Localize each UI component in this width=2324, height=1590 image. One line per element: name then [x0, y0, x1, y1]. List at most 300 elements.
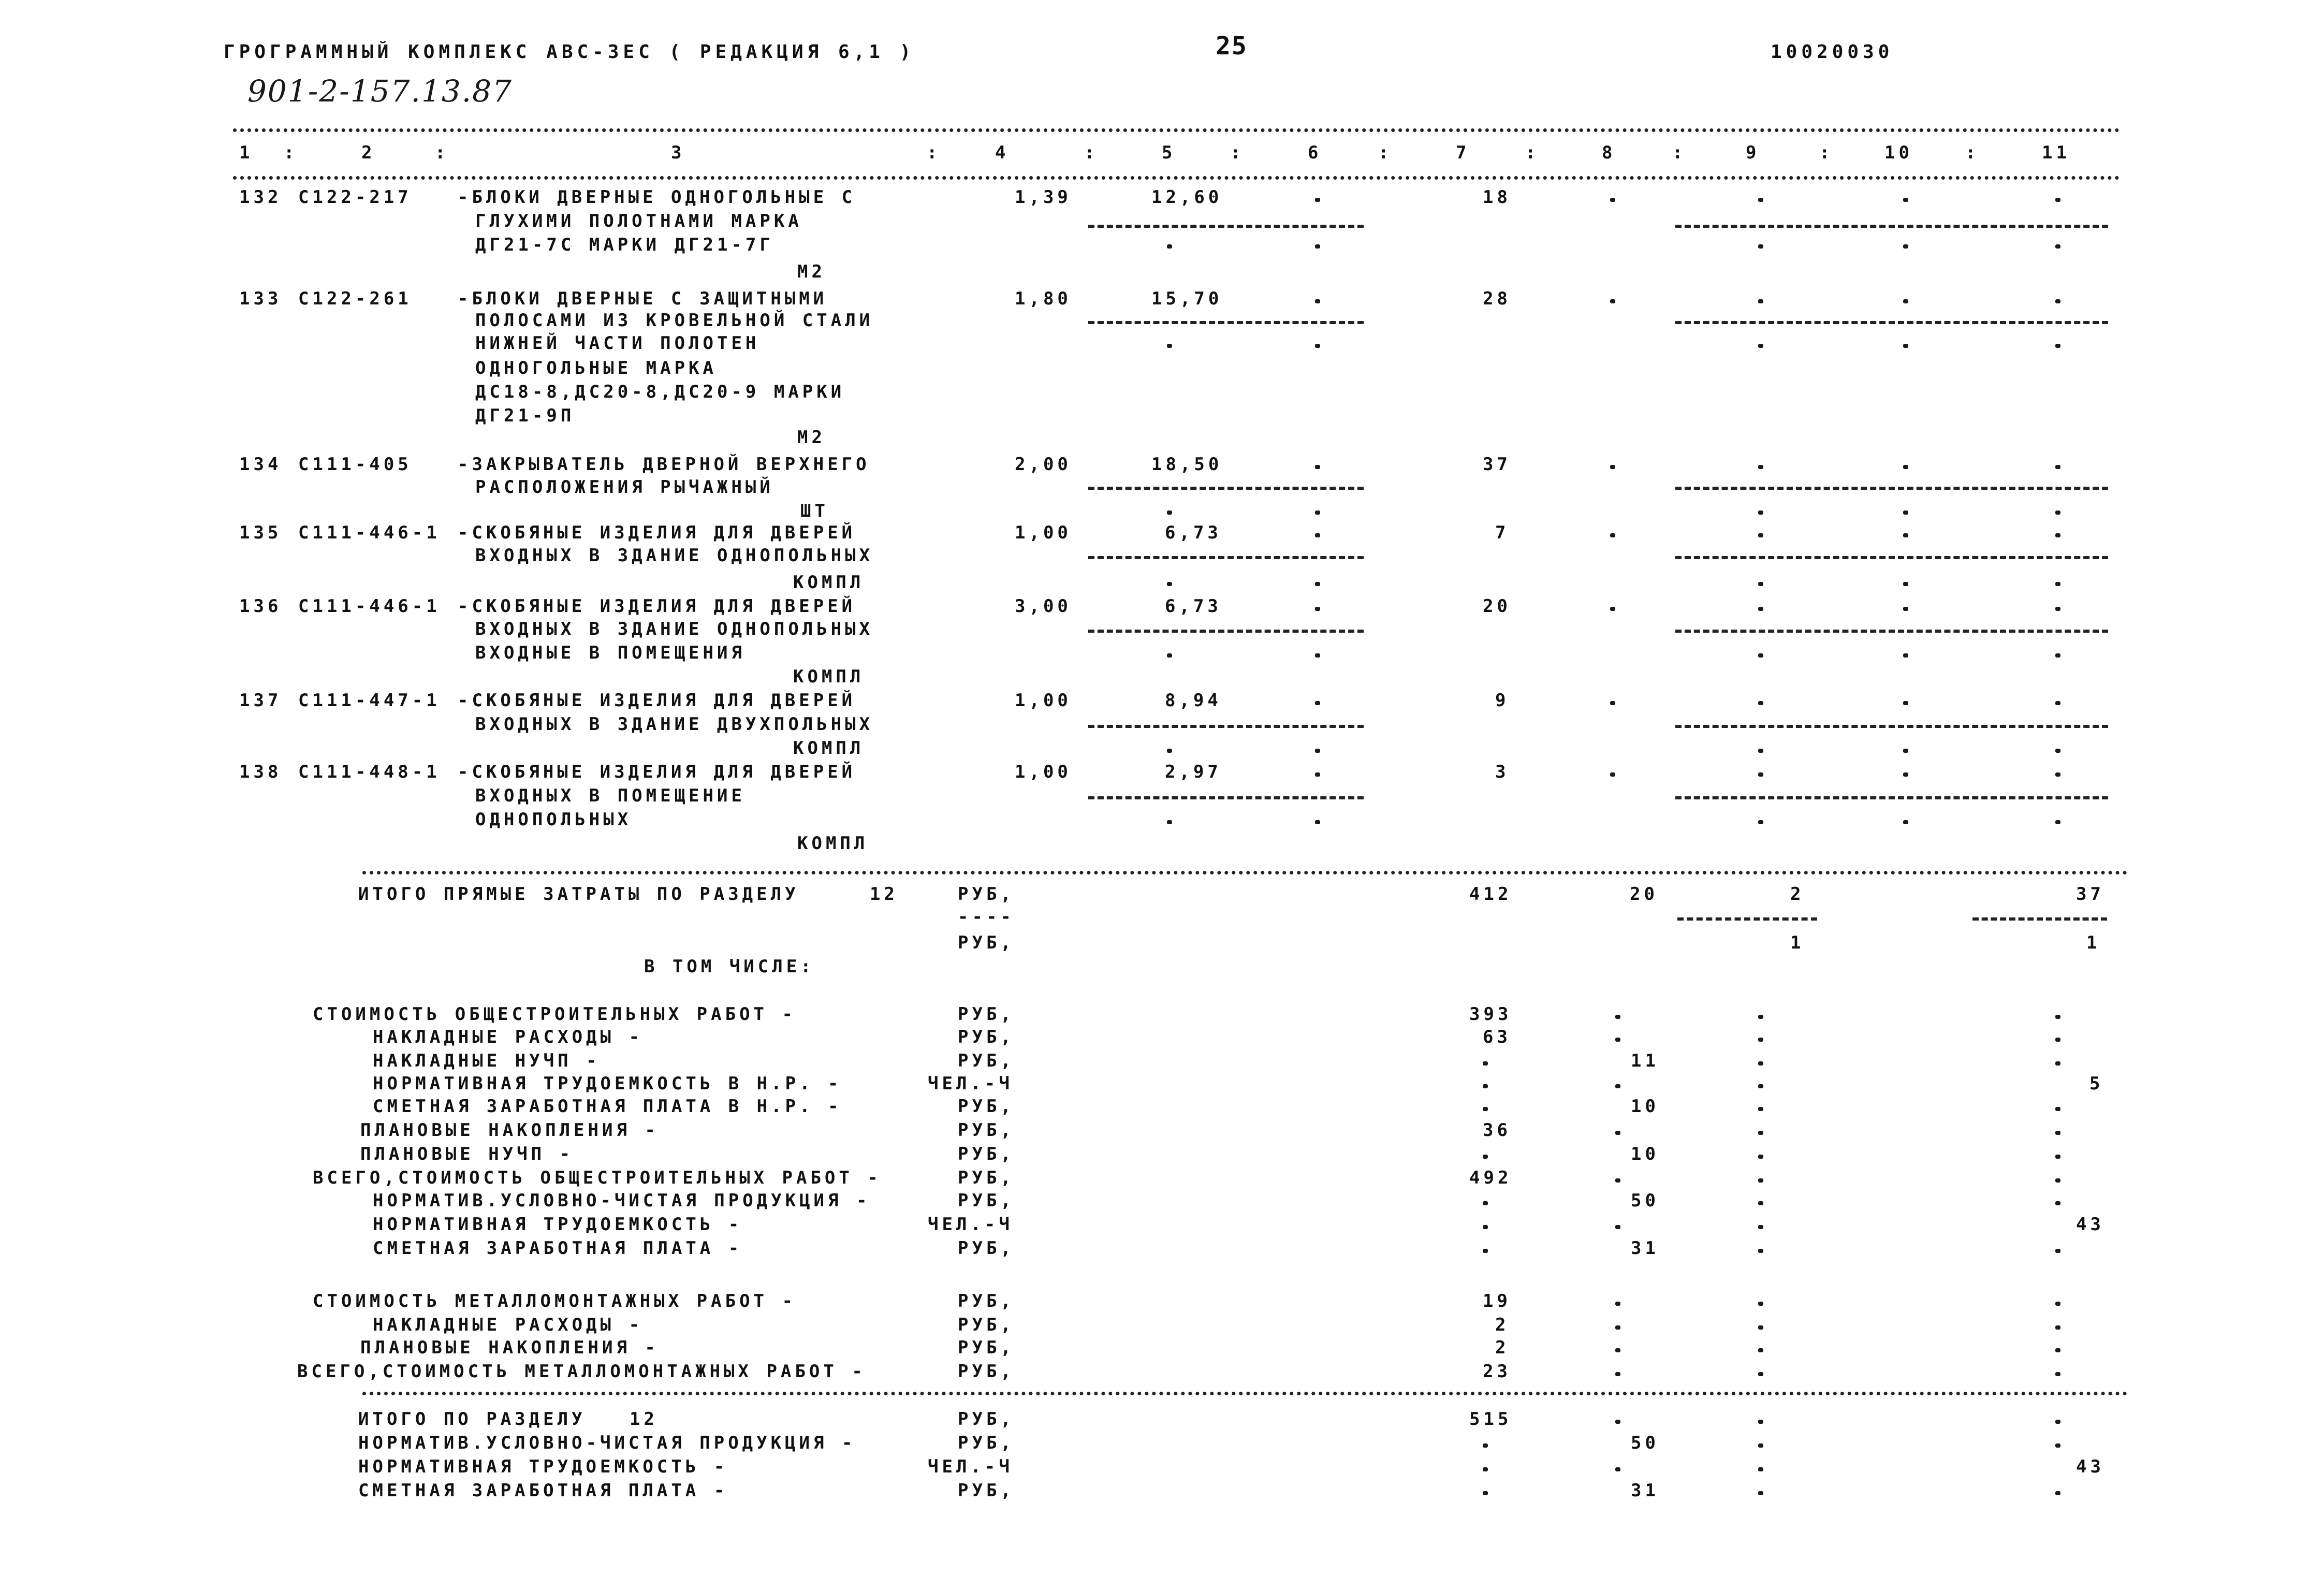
summary-unit: РУБ,	[958, 1433, 1015, 1453]
item-description-line: -СКОБЯНЫЕ ИЗДЕЛИЯ ДЛЯ ДВЕРЕЙ	[458, 762, 856, 782]
blank-value-dash	[1903, 510, 1908, 515]
blank-value-dash	[2055, 344, 2060, 348]
item-unit-price: 6,73	[1165, 522, 1222, 543]
blank-value-dash	[1903, 749, 1908, 753]
item-total: 9	[1495, 690, 1510, 711]
blank-value-dash	[1758, 607, 1763, 611]
summary-unit: РУБ,	[958, 1168, 1015, 1188]
summary-label: НАКЛАДНЫЕ РАСХОДЫ -	[373, 1027, 643, 1047]
col-8: 8	[1602, 142, 1616, 163]
col-7: 7	[1456, 142, 1470, 163]
item-number: 132	[239, 187, 282, 208]
section-number: 12	[630, 1409, 658, 1429]
item-quantity: 1,80	[1015, 288, 1072, 309]
item-total: 28	[1483, 288, 1511, 309]
row-rule	[1088, 630, 1364, 633]
item-quantity: 1,00	[1015, 522, 1072, 543]
blank-value-dash	[1903, 820, 1908, 824]
blank-value-dash	[1758, 1178, 1763, 1183]
summary-col8: 50	[1631, 1433, 1659, 1453]
blank-value-dash	[1758, 344, 1763, 348]
summary-unit: РУБ,	[958, 1315, 1015, 1335]
item-description-line: ВХОДНЫХ В ЗДАНИЕ ОДНОПОЛЬНЫХ	[475, 619, 874, 639]
row-rule	[1088, 796, 1364, 799]
blank-value-dash	[1758, 533, 1763, 537]
blank-value-dash	[1758, 244, 1763, 249]
blank-value-dash	[1315, 772, 1320, 777]
blank-value-dash	[1758, 1015, 1763, 1019]
handwritten-designation: 901-2-157.13.87	[247, 74, 513, 109]
document-code: 10020030	[1771, 41, 1894, 63]
col-separator: :	[1378, 142, 1393, 163]
item-total: 18	[1483, 187, 1511, 208]
summary-unit: РУБ,	[958, 1004, 1015, 1025]
summary-col8: 31	[1631, 1480, 1659, 1501]
item-total: 3	[1495, 762, 1510, 782]
item-unit: КОМПЛ	[793, 666, 865, 687]
summary-label: ПЛАНОВЫЕ НУЧП -	[360, 1144, 574, 1164]
blank-value-dash	[1315, 749, 1320, 753]
summary-unit: ЧЕЛ.-Ч	[928, 1214, 1013, 1235]
blank-value-dash	[1483, 1061, 1488, 1066]
blank-value-dash	[1610, 772, 1615, 777]
blank-value-dash	[2055, 1015, 2060, 1019]
summary-col7: 515	[1469, 1409, 1512, 1429]
summary-col8: 10	[1631, 1144, 1659, 1164]
blank-value-dash	[2055, 299, 2060, 303]
blank-value-dash	[1758, 1249, 1763, 1253]
col-separator: :	[1230, 142, 1245, 163]
row-rule	[1088, 321, 1364, 324]
blank-value-dash	[2055, 820, 2060, 824]
item-code: С122-217	[298, 187, 412, 208]
blank-value-dash	[1483, 1443, 1488, 1448]
item-description-line: -СКОБЯНЫЕ ИЗДЕЛИЯ ДЛЯ ДВЕРЕЙ	[458, 690, 856, 711]
col-separator: :	[1525, 142, 1540, 163]
blank-value-dash	[1315, 510, 1320, 515]
summary-unit: РУБ,	[958, 1027, 1015, 1047]
item-unit-price: 8,94	[1165, 690, 1222, 711]
blank-value-dash	[1610, 465, 1615, 469]
item-number: 134	[239, 454, 282, 475]
item-number: 135	[239, 522, 282, 543]
section-total-col11-b: 1	[2086, 932, 2101, 953]
summary-label: ПЛАНОВЫЕ НАКОПЛЕНИЯ -	[360, 1120, 659, 1141]
blank-value-dash	[1610, 701, 1615, 705]
item-quantity: 1,00	[1015, 762, 1072, 782]
blank-value-dash	[2055, 1131, 2060, 1135]
item-description-line: ДГ21-9П	[475, 405, 575, 426]
blank-value-dash	[1758, 1491, 1763, 1495]
item-number: 137	[239, 690, 282, 711]
summary-unit: РУБ,	[958, 1238, 1015, 1259]
blank-value-dash	[1483, 1249, 1488, 1253]
blank-value-dash	[2055, 510, 2060, 515]
blank-value-dash	[1903, 607, 1908, 611]
blank-value-dash	[1483, 1084, 1488, 1088]
col-11: 11	[2042, 142, 2070, 163]
blank-value-dash	[1758, 1084, 1763, 1088]
col-6: 6	[1308, 142, 1322, 163]
blank-value-dash	[1758, 820, 1763, 824]
summary-col11: 43	[2076, 1456, 2104, 1477]
row-rule	[1675, 630, 2108, 633]
blank-value-dash	[1903, 244, 1908, 249]
item-description-line: ВХОДНЫЕ В ПОМЕЩЕНИЯ	[475, 643, 746, 663]
blank-value-dash	[1315, 582, 1320, 586]
summary-col7: 393	[1469, 1004, 1512, 1025]
blank-value-dash	[1758, 1155, 1763, 1159]
item-unit: КОМПЛ	[793, 572, 865, 593]
summary-unit: ЧЕЛ.-Ч	[928, 1073, 1013, 1094]
blank-value-dash	[1758, 749, 1763, 753]
summary-unit: РУБ,	[958, 1337, 1015, 1358]
blank-value-dash	[1903, 465, 1908, 469]
blank-value-dash	[2055, 533, 2060, 537]
blank-value-dash	[2055, 1038, 2060, 1042]
blank-value-dash	[2055, 582, 2060, 586]
item-description-line: ДС18-8,ДС20-8,ДС20-9 МАРКИ	[475, 382, 845, 402]
row-rule	[1675, 796, 2108, 799]
section-total-col9: 2	[1790, 884, 1805, 905]
blank-value-dash	[1758, 1443, 1763, 1448]
blank-value-dash	[1483, 1201, 1488, 1205]
blank-value-dash	[1483, 1107, 1488, 1111]
item-code: С111-446-1	[298, 596, 441, 617]
blank-value-dash	[1483, 1225, 1488, 1229]
summary-unit: РУБ,	[958, 1120, 1015, 1141]
summary-col7: 492	[1469, 1168, 1512, 1188]
header-rule-top	[233, 128, 2120, 132]
blank-value-dash	[1615, 1302, 1620, 1306]
blank-value-dash	[1315, 533, 1320, 537]
item-description-line: ВХОДНЫХ В ПОМЕЩЕНИЕ	[475, 785, 746, 806]
blank-value-dash	[1483, 1155, 1488, 1159]
blank-value-dash	[1315, 653, 1320, 658]
page-number: 25	[1216, 32, 1248, 61]
item-unit: ШТ	[800, 501, 829, 521]
item-description-line: ДГ21-7С МАРКИ ДГ21-7Г	[475, 235, 774, 255]
row-rule	[1675, 725, 2108, 728]
summary-unit: РУБ,	[958, 1051, 1015, 1071]
item-description-line: -БЛОКИ ДВЕРНЫЕ С ЗАЩИТНЫМИ	[458, 288, 828, 309]
including-heading: В ТОМ ЧИСЛЕ:	[644, 956, 815, 977]
blank-value-dash	[1315, 607, 1320, 611]
col-1: 1	[239, 142, 254, 163]
section-rule	[362, 871, 2128, 874]
blank-value-dash	[1615, 1348, 1620, 1352]
blank-value-dash	[2055, 1201, 2060, 1205]
item-quantity: 3,00	[1015, 596, 1072, 617]
item-unit-price: 18,50	[1151, 454, 1223, 475]
blank-value-dash	[1167, 344, 1172, 348]
blank-value-dash	[1903, 701, 1908, 705]
blank-value-dash	[1903, 533, 1908, 537]
blank-value-dash	[1758, 582, 1763, 586]
blank-value-dash	[1758, 198, 1763, 202]
blank-value-dash	[1758, 1372, 1763, 1376]
item-unit-price: 15,70	[1151, 288, 1223, 309]
col-separator: :	[284, 142, 298, 163]
summary-col8: 31	[1631, 1238, 1659, 1259]
blank-value-dash	[1903, 582, 1908, 586]
col-9: 9	[1746, 142, 1760, 163]
item-description-line: -ЗАКРЫВАТЕЛЬ ДВЕРНОЙ ВЕРХНЕГО	[458, 454, 870, 475]
blank-value-dash	[1615, 1131, 1620, 1135]
blank-value-dash	[1315, 820, 1320, 824]
item-quantity: 1,39	[1015, 187, 1072, 208]
row-rule	[1675, 556, 2108, 559]
col-separator: :	[435, 142, 449, 163]
blank-value-dash	[2055, 198, 2060, 202]
item-number: 133	[239, 288, 282, 309]
item-quantity: 1,00	[1015, 690, 1072, 711]
summary-label: НОРМАТИВНАЯ ТРУДОЕМКОСТЬ -	[358, 1456, 728, 1477]
blank-value-dash	[1615, 1467, 1620, 1471]
item-unit: М2	[797, 261, 826, 282]
blank-value-dash	[1758, 1325, 1763, 1330]
blank-value-dash	[1758, 772, 1763, 777]
blank-value-dash	[2055, 1348, 2060, 1352]
section-total-col7: 412	[1469, 884, 1512, 905]
item-description-line: -СКОБЯНЫЕ ИЗДЕЛИЯ ДЛЯ ДВЕРЕЙ	[458, 596, 856, 617]
summary-unit: РУБ,	[958, 1409, 1015, 1429]
summary-label: НАКЛАДНЫЕ РАСХОДЫ -	[373, 1315, 643, 1335]
blank-value-dash	[1758, 1467, 1763, 1471]
row-rule	[1675, 487, 2108, 490]
row-rule	[1675, 321, 2108, 324]
blank-value-dash	[1758, 1348, 1763, 1352]
col-separator: :	[1965, 142, 1980, 163]
item-description-line: ВХОДНЫХ В ЗДАНИЕ ДВУХПОЛЬНЫХ	[475, 714, 874, 735]
summary-label: ИТОГО ПО РАЗДЕЛУ	[358, 1409, 586, 1429]
blank-value-dash	[2055, 1178, 2060, 1183]
item-code: С111-448-1	[298, 762, 441, 782]
col-separator: :	[1084, 142, 1099, 163]
blank-value-dash	[1315, 198, 1320, 202]
blank-value-dash	[2055, 465, 2060, 469]
item-unit: М2	[797, 427, 826, 448]
item-total: 20	[1483, 596, 1511, 617]
blank-value-dash	[1903, 299, 1908, 303]
summary-unit: РУБ,	[958, 1190, 1015, 1211]
blank-value-dash	[2055, 1249, 2060, 1253]
item-description-line: НИЖНЕЙ ЧАСТИ ПОЛОТЕН	[475, 333, 760, 354]
blank-value-dash	[1315, 299, 1320, 303]
blank-value-dash	[1615, 1372, 1620, 1376]
blank-value-dash	[1483, 1491, 1488, 1495]
item-number: 138	[239, 762, 282, 782]
section-number: 12	[870, 884, 898, 905]
item-description-line: ВХОДНЫХ В ЗДАНИЕ ОДНОПОЛЬНЫХ	[475, 545, 874, 566]
summary-col8: 11	[1631, 1051, 1659, 1071]
col-separator: :	[927, 142, 941, 163]
item-description-line: -СКОБЯНЫЕ ИЗДЕЛИЯ ДЛЯ ДВЕРЕЙ	[458, 522, 856, 543]
item-code: С111-405	[298, 454, 412, 475]
blank-value-dash	[1758, 701, 1763, 705]
blank-value-dash	[2055, 1491, 2060, 1495]
summary-col7: 2	[1495, 1315, 1510, 1335]
summary-label: НОРМАТИВ.УСЛОВНО-ЧИСТАЯ ПРОДУКЦИЯ -	[373, 1190, 871, 1211]
section-rule	[362, 1392, 2128, 1395]
blank-value-dash	[1167, 749, 1172, 753]
section-total-unit: РУБ,	[958, 884, 1015, 905]
summary-label: НОРМАТИВНАЯ ТРУДОЕМКОСТЬ -	[373, 1214, 743, 1235]
row-rule	[1677, 917, 1817, 921]
blank-value-dash	[2055, 1372, 2060, 1376]
blank-value-dash	[1758, 1107, 1763, 1111]
blank-value-dash	[2055, 653, 2060, 658]
blank-value-dash	[1758, 465, 1763, 469]
summary-label: СМЕТНАЯ ЗАРАБОТНАЯ ПЛАТА В Н.Р. -	[373, 1096, 842, 1117]
program-header: ГРОГРАММНЫЙ КОМПЛЕКС АВС-ЗЕС ( РЕДАКЦИЯ 6,1 )	[224, 41, 915, 63]
blank-value-dash	[2055, 701, 2060, 705]
item-description-line: ГЛУХИМИ ПОЛОТНАМИ МАРКА	[475, 211, 802, 231]
summary-col7: 36	[1483, 1120, 1511, 1141]
summary-label: СМЕТНАЯ ЗАРАБОТНАЯ ПЛАТА -	[373, 1238, 743, 1259]
blank-value-dash	[1315, 701, 1320, 705]
header-rule-bottom	[233, 176, 2120, 180]
blank-value-dash	[1615, 1178, 1620, 1183]
blank-value-dash	[1167, 510, 1172, 515]
summary-label: ПЛАНОВЫЕ НАКОПЛЕНИЯ -	[360, 1337, 659, 1358]
summary-col7: 63	[1483, 1027, 1511, 1047]
blank-value-dash	[2055, 607, 2060, 611]
blank-value-dash	[2055, 1420, 2060, 1424]
blank-value-dash	[1615, 1420, 1620, 1424]
row-rule	[1088, 225, 1364, 228]
summary-unit: РУБ,	[958, 1291, 1015, 1311]
item-total: 37	[1483, 454, 1511, 475]
summary-unit: РУБ,	[958, 1096, 1015, 1117]
blank-value-dash	[1758, 1225, 1763, 1229]
blank-value-dash	[1903, 344, 1908, 348]
row-rule	[1088, 556, 1364, 559]
blank-value-dash	[1758, 1420, 1763, 1424]
blank-value-dash	[1167, 820, 1172, 824]
col-4: 4	[995, 142, 1010, 163]
blank-value-dash	[2055, 1155, 2060, 1159]
summary-unit: РУБ,	[958, 1144, 1015, 1164]
col-3: 3	[671, 142, 685, 163]
blank-value-dash	[1903, 198, 1908, 202]
item-unit-price: 6,73	[1165, 596, 1222, 617]
row-rule	[1675, 225, 2108, 228]
summary-col7: 23	[1483, 1361, 1511, 1382]
unit-underline: ----	[958, 907, 1015, 927]
summary-label: СМЕТНАЯ ЗАРАБОТНАЯ ПЛАТА -	[358, 1480, 728, 1501]
summary-label: НОРМАТИВНАЯ ТРУДОЕМКОСТЬ В Н.Р. -	[373, 1073, 842, 1094]
section-total-unit-2: РУБ,	[958, 932, 1015, 953]
blank-value-dash	[2055, 1107, 2060, 1111]
blank-value-dash	[1610, 607, 1615, 611]
item-description-line: ОДНОГОЛЬНЫЕ МАРКА	[475, 358, 717, 378]
item-number: 136	[239, 596, 282, 617]
item-code: С111-447-1	[298, 690, 441, 711]
section-total-label: ИТОГО ПРЯМЫЕ ЗАТРАТЫ ПО РАЗДЕЛУ	[358, 884, 799, 905]
item-code: С111-446-1	[298, 522, 441, 543]
summary-unit: РУБ,	[958, 1480, 1015, 1501]
blank-value-dash	[2055, 1061, 2060, 1066]
blank-value-dash	[1615, 1015, 1620, 1019]
blank-value-dash	[2055, 1302, 2060, 1306]
summary-label: ВСЕГО,СТОИМОСТЬ ОБЩЕСТРОИТЕЛЬНЫХ РАБОТ -	[313, 1168, 882, 1188]
item-description-line: ПОЛОСАМИ ИЗ КРОВЕЛЬНОЙ СТАЛИ	[475, 310, 874, 331]
section-total-col11: 37	[2076, 884, 2104, 905]
summary-label: НОРМАТИВ.УСЛОВНО-ЧИСТАЯ ПРОДУКЦИЯ -	[358, 1433, 856, 1453]
row-rule	[1972, 917, 2107, 921]
blank-value-dash	[1610, 299, 1615, 303]
summary-label: СТОИМОСТЬ МЕТАЛЛОМОНТАЖНЫХ РАБОТ -	[313, 1291, 796, 1311]
blank-value-dash	[1758, 1302, 1763, 1306]
blank-value-dash	[1615, 1084, 1620, 1088]
blank-value-dash	[1483, 1467, 1488, 1471]
summary-col11: 5	[2089, 1073, 2104, 1094]
summary-unit: РУБ,	[958, 1361, 1015, 1382]
summary-col8: 50	[1631, 1190, 1659, 1211]
col-separator: :	[1672, 142, 1687, 163]
col-2: 2	[361, 142, 376, 163]
blank-value-dash	[1758, 653, 1763, 658]
item-description-line: ОДНОПОЛЬНЫХ	[475, 809, 632, 830]
summary-col7: 2	[1495, 1337, 1510, 1358]
blank-value-dash	[1610, 198, 1615, 202]
blank-value-dash	[1315, 344, 1320, 348]
blank-value-dash	[2055, 1443, 2060, 1448]
blank-value-dash	[1903, 653, 1908, 658]
blank-value-dash	[1758, 299, 1763, 303]
blank-value-dash	[2055, 749, 2060, 753]
blank-value-dash	[1615, 1325, 1620, 1330]
summary-unit: ЧЕЛ.-Ч	[928, 1456, 1013, 1477]
col-10: 10	[1884, 142, 1913, 163]
blank-value-dash	[1167, 653, 1172, 658]
blank-value-dash	[1758, 1061, 1763, 1066]
blank-value-dash	[1315, 465, 1320, 469]
item-description-line: РАСПОЛОЖЕНИЯ РЫЧАЖНЫЙ	[475, 477, 774, 498]
col-separator: :	[1819, 142, 1834, 163]
blank-value-dash	[1758, 1131, 1763, 1135]
item-description-line: -БЛОКИ ДВЕРНЫЕ ОДНОГОЛЬНЫЕ С	[458, 187, 856, 208]
blank-value-dash	[1315, 244, 1320, 249]
section-total-col9-b: 1	[1790, 932, 1805, 953]
col-5: 5	[1162, 142, 1176, 163]
blank-value-dash	[1758, 1038, 1763, 1042]
blank-value-dash	[1167, 244, 1172, 249]
blank-value-dash	[1615, 1225, 1620, 1229]
summary-label: СТОИМОСТЬ ОБЩЕСТРОИТЕЛЬНЫХ РАБОТ -	[313, 1004, 796, 1025]
section-total-col8: 20	[1630, 884, 1658, 905]
item-code: С122-261	[298, 288, 412, 309]
item-unit-price: 2,97	[1165, 762, 1222, 782]
row-rule	[1088, 487, 1364, 490]
blank-value-dash	[2055, 772, 2060, 777]
item-unit-price: 12,60	[1151, 187, 1223, 208]
summary-label: НАКЛАДНЫЕ НУЧП -	[373, 1051, 601, 1071]
blank-value-dash	[1615, 1038, 1620, 1042]
blank-value-dash	[1610, 533, 1615, 537]
item-quantity: 2,00	[1015, 454, 1072, 475]
blank-value-dash	[2055, 1325, 2060, 1330]
summary-label: ВСЕГО,СТОИМОСТЬ МЕТАЛЛОМОНТАЖНЫХ РАБОТ -	[297, 1361, 866, 1382]
blank-value-dash	[1167, 582, 1172, 586]
summary-col8: 10	[1631, 1096, 1659, 1117]
blank-value-dash	[2055, 244, 2060, 249]
item-unit: КОМПЛ	[793, 738, 865, 758]
row-rule	[1088, 725, 1364, 728]
item-total: 7	[1495, 522, 1510, 543]
item-unit: КОМПЛ	[797, 833, 869, 854]
